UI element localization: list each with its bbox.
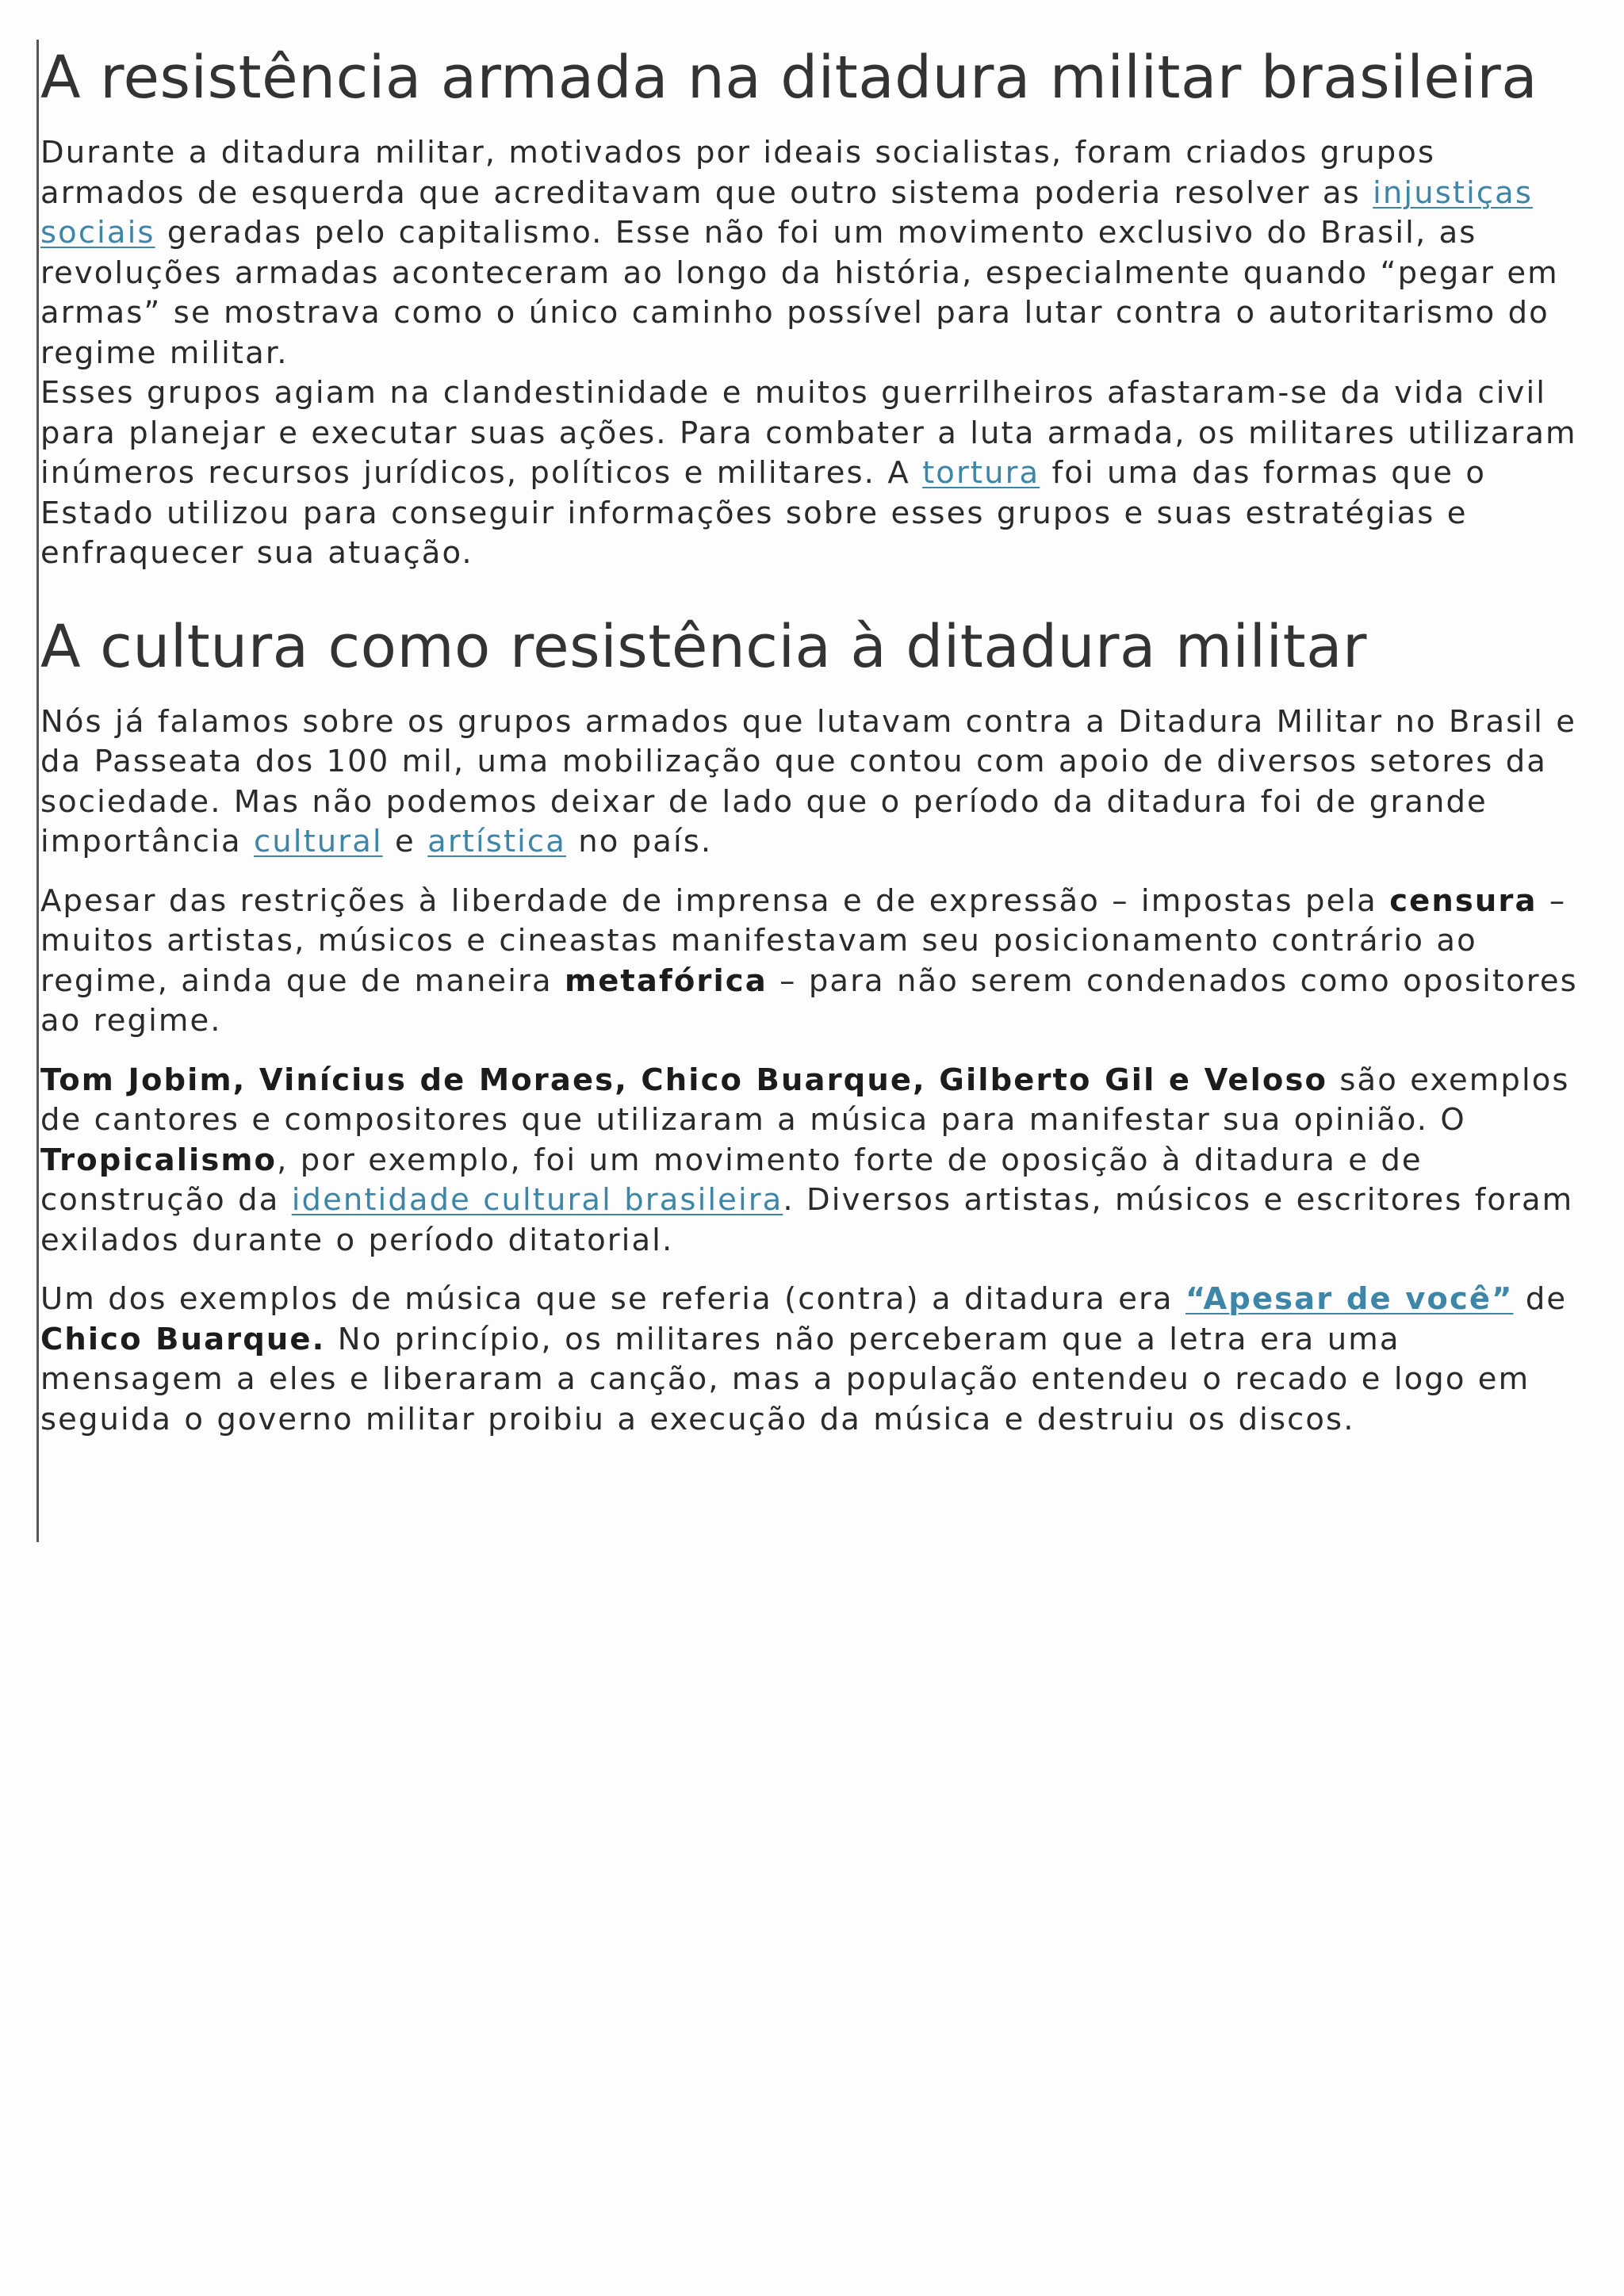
- paragraph-clandestinity: [40, 373, 1591, 574]
- link-identidade-cultural[interactable]: identidade cultural brasileira: [291, 1182, 783, 1218]
- bold-metaforica: metafórica: [565, 962, 768, 999]
- text-run: são exemplos de cantores e compositores que utilizaram a música para manifestar sua opinião. O: [40, 1062, 1570, 1138]
- link-apesar-de-voce-label: “Apesar de você”: [1185, 1281, 1514, 1317]
- link-artistica[interactable]: artística: [427, 824, 566, 859]
- paragraph-armed-groups: [40, 133, 1591, 373]
- text-run: – para não serem condenados como opositores ao regime.: [40, 962, 1578, 1039]
- text-run: No princípio, os militares não perceberam que a letra era uma mensagem a eles e liberaram a canção, mas a população entendeu o recado e logo em seguida o governo militar proibiu a execução da música e destruiu os discos.: [40, 1321, 1530, 1437]
- section-title-culture-resistance: A cultura como resistência à ditadura militar: [40, 612, 1367, 681]
- paragraph-censorship: [40, 882, 1591, 1042]
- paragraph-apesar-de-voce: [40, 1280, 1591, 1440]
- text-run: Apesar das restrições à liberdade de imprensa e de expressão – impostas pela: [40, 882, 1390, 919]
- text-run: , por exemplo, foi um movimento forte de oposição à ditadura e de construção da: [40, 1142, 1423, 1218]
- text-run: foi uma das formas que o Estado utilizou para conseguir informações sobre esses grupos e suas estratégias e enfraquecer sua atuação.: [40, 455, 1487, 571]
- paragraph-cultural-importance: [40, 702, 1591, 863]
- bold-artist-names: Tom Jobim, Vinícius de Moraes, Chico Buarque, Gilberto Gil e Veloso: [40, 1062, 1328, 1098]
- text-run: . Diversos artistas, músicos e escritores foram exilados durante o período ditatorial.: [40, 1182, 1574, 1258]
- bold-censura: censura: [1389, 882, 1538, 919]
- text-run: Durante a ditadura militar, motivados por ideais socialistas, foram criados grupos armados de esquerda que acreditavam que outro sistema poderia resolver as: [40, 135, 1436, 211]
- section-title-armed-resistance: A resistência armada na ditadura militar brasileira: [40, 44, 1538, 112]
- text-run: no país.: [565, 824, 713, 859]
- text-run: Nós já falamos sobre os grupos armados que lutavam contra a Ditadura Militar no Brasil e da Passeata dos 100 mil, uma mobilização que contou com apoio de diversos setores da sociedade. Mas não podemos deixar de lado que o período da ditadura foi de grande importância: [40, 703, 1577, 859]
- link-apesar-de-voce[interactable]: [1185, 1281, 1514, 1317]
- link-cultural[interactable]: cultural: [254, 824, 383, 859]
- text-run: de: [1513, 1281, 1568, 1317]
- bold-tropicalismo: Tropicalismo: [40, 1142, 278, 1178]
- paragraph-artists: [40, 1061, 1591, 1261]
- text-run: – muitos artistas, músicos e cineastas manifestavam seu posicionamento contrário ao regime, ainda que de maneira: [40, 882, 1567, 999]
- document-page: [36, 40, 1591, 1542]
- link-injusticas-sociais[interactable]: injustiças sociais: [40, 174, 1533, 251]
- text-run: e: [382, 824, 428, 859]
- text-run: Esses grupos agiam na clandestinidade e muitos guerrilheiros afastaram-se da vida civil para planejar e executar suas ações. Para combater a luta armada, os militares utilizaram inúmeros recursos jurídicos, políticos e militares. A: [40, 375, 1577, 491]
- bold-chico-buarque: Chico Buarque.: [40, 1321, 326, 1357]
- text-run: geradas pelo capitalismo. Esse não foi um movimento exclusivo do Brasil, as revoluções armadas aconteceram ao longo da história, especialmente quando “pegar em armas” se mostrava como o único caminho possível para lutar contra o autoritarismo do regime militar.: [40, 215, 1559, 371]
- text-run: Um dos exemplos de música que se referia (contra) a ditadura era: [40, 1281, 1185, 1317]
- link-tortura[interactable]: tortura: [922, 455, 1040, 491]
